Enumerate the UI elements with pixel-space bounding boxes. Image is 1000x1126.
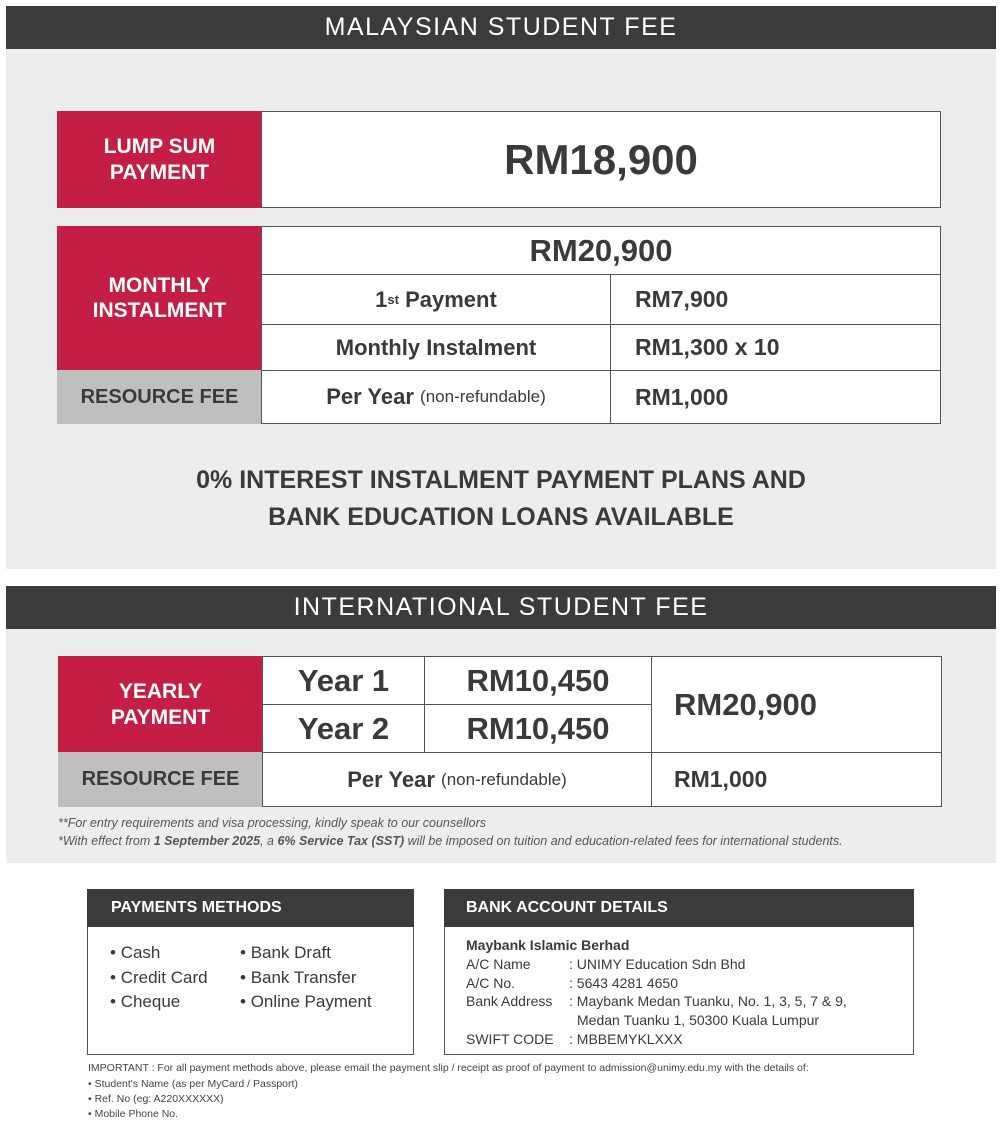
important-item-phone: Mobile Phone No. bbox=[94, 1108, 179, 1120]
bank-name: Maybank Islamic Berhad bbox=[466, 937, 630, 953]
payment-method-cash: Cash bbox=[120, 943, 161, 962]
important-item: • Student's Name (as per MyCard / Passport) bbox=[88, 1078, 298, 1090]
first-payment-sup: st bbox=[387, 292, 399, 307]
important-item: • Ref. No (eg: A220XXXXXX) bbox=[88, 1093, 224, 1105]
bank-details-header: BANK ACCOUNT DETAILS bbox=[444, 889, 914, 927]
monthly-total-amount: RM20,900 bbox=[261, 226, 941, 275]
footnote-sst-mid: , a bbox=[260, 834, 278, 848]
payment-method-item: • Bank Transfer bbox=[240, 967, 357, 987]
footnote-entry: **For entry requirements and visa processing, kindly speak to our counsellors bbox=[58, 816, 486, 830]
payment-method-item: • Cheque bbox=[110, 992, 181, 1011]
footnote-sst bbox=[58, 834, 978, 848]
swift-code-label: SWIFT CODE bbox=[466, 1031, 554, 1047]
first-payment-label bbox=[261, 274, 611, 325]
year2-label: Year 2 bbox=[262, 704, 425, 753]
payment-method-online-payment: Online Payment bbox=[250, 992, 372, 1011]
yearly-payment-label bbox=[58, 656, 263, 753]
interest-banner bbox=[6, 462, 996, 536]
malaysian-fee-header: MALAYSIAN STUDENT FEE bbox=[6, 6, 996, 49]
ac-no-value: : 5643 4281 4650 bbox=[569, 975, 678, 991]
year2-amount: RM10,450 bbox=[424, 704, 652, 753]
payment-methods-col2 bbox=[240, 941, 410, 1015]
important-item: • Mobile Phone No. bbox=[88, 1108, 179, 1120]
year1-label: Year 1 bbox=[262, 656, 425, 705]
ac-name-label: A/C Name bbox=[466, 956, 531, 972]
international-fee-header: INTERNATIONAL STUDENT FEE bbox=[6, 586, 996, 629]
payment-method-item: • Bank Draft bbox=[240, 943, 331, 962]
footnote-sst-post: will be imposed on tuition and education-related fees for international students. bbox=[404, 834, 843, 848]
important-list bbox=[88, 1077, 688, 1122]
year1-amount: RM10,450 bbox=[424, 656, 652, 705]
ac-no-label: A/C No. bbox=[466, 975, 516, 991]
bank-address-line1: : Maybank Medan Tuanku, No. 1, 3, 5, 7 & 9, bbox=[569, 993, 847, 1009]
intl-resource-fee-label: RESOURCE FEE bbox=[58, 752, 263, 807]
ac-name-value: : UNIMY Education Sdn Bhd bbox=[569, 956, 746, 972]
payment-method-credit-card: Credit Card bbox=[120, 967, 208, 987]
important-item-name: Student's Name (as per MyCard / Passport) bbox=[94, 1078, 298, 1090]
monthly-instalment-row-amount: RM1,300 x 10 bbox=[610, 324, 941, 371]
payment-methods-header: PAYMENTS METHODS bbox=[87, 889, 414, 927]
footnote-sst-pre: *With effect from bbox=[58, 834, 154, 848]
bank-address-label: Bank Address bbox=[466, 993, 553, 1009]
yearly-payment-label-text: YEARLY PAYMENT bbox=[110, 680, 211, 729]
monthly-instalment-label-text: MONTHLY INSTALMENT bbox=[92, 273, 227, 322]
my-resource-amount: RM1,000 bbox=[610, 370, 941, 424]
important-note: IMPORTANT : For all payment methods above, please email the payment slip / receipt as proof of payment to admission@unimy.edu.my with the details of: bbox=[88, 1062, 809, 1074]
first-payment-rest: Payment bbox=[398, 286, 497, 312]
monthly-instalment-row-label: Monthly Instalment bbox=[261, 324, 611, 371]
my-non-refundable-text: (non-refundable) bbox=[420, 387, 546, 406]
intl-per-year-text: Per Year bbox=[347, 766, 435, 792]
monthly-instalment-label bbox=[57, 226, 262, 370]
payment-method-bank-draft: Bank Draft bbox=[250, 943, 331, 962]
intl-resource-amount: RM1,000 bbox=[651, 752, 942, 807]
my-resource-fee-label: RESOURCE FEE bbox=[57, 370, 262, 424]
my-per-year-text: Per Year bbox=[326, 384, 414, 409]
important-item-ref: Ref. No (eg: A220XXXXXX) bbox=[94, 1093, 224, 1105]
lump-sum-label-text: LUMP SUM PAYMENT bbox=[103, 135, 216, 184]
interest-banner-line2: BANK EDUCATION LOANS AVAILABLE bbox=[268, 503, 734, 531]
payment-method-item: • Online Payment bbox=[240, 992, 372, 1011]
my-resource-per-year bbox=[261, 370, 611, 424]
swift-code-value: : MBBEMYKLXXX bbox=[569, 1031, 683, 1047]
footnote-sst-date: 1 September 2025 bbox=[153, 834, 261, 848]
yearly-total-amount: RM20,900 bbox=[651, 656, 942, 753]
bank-address-line2: Medan Tuanku 1, 50300 Kuala Lumpur bbox=[577, 1012, 820, 1028]
lump-sum-label bbox=[57, 111, 262, 208]
lump-sum-amount: RM18,900 bbox=[261, 111, 941, 208]
interest-banner-line1: 0% INTEREST INSTALMENT PAYMENT PLANS AND bbox=[196, 466, 806, 494]
payment-method-cheque: Cheque bbox=[120, 992, 181, 1011]
payment-method-item: • Credit Card bbox=[110, 967, 208, 987]
intl-resource-per-year bbox=[262, 752, 652, 807]
payment-methods-col1 bbox=[110, 941, 240, 1015]
payment-method-bank-transfer: Bank Transfer bbox=[250, 967, 357, 987]
footnote-sst-tax: 6% Service Tax (SST) bbox=[277, 834, 405, 848]
payment-method-item: • Cash bbox=[110, 943, 161, 962]
intl-non-refundable-text: (non-refundable) bbox=[441, 769, 567, 789]
first-payment-amount: RM7,900 bbox=[610, 274, 941, 325]
first-payment-number: 1 bbox=[375, 286, 388, 312]
